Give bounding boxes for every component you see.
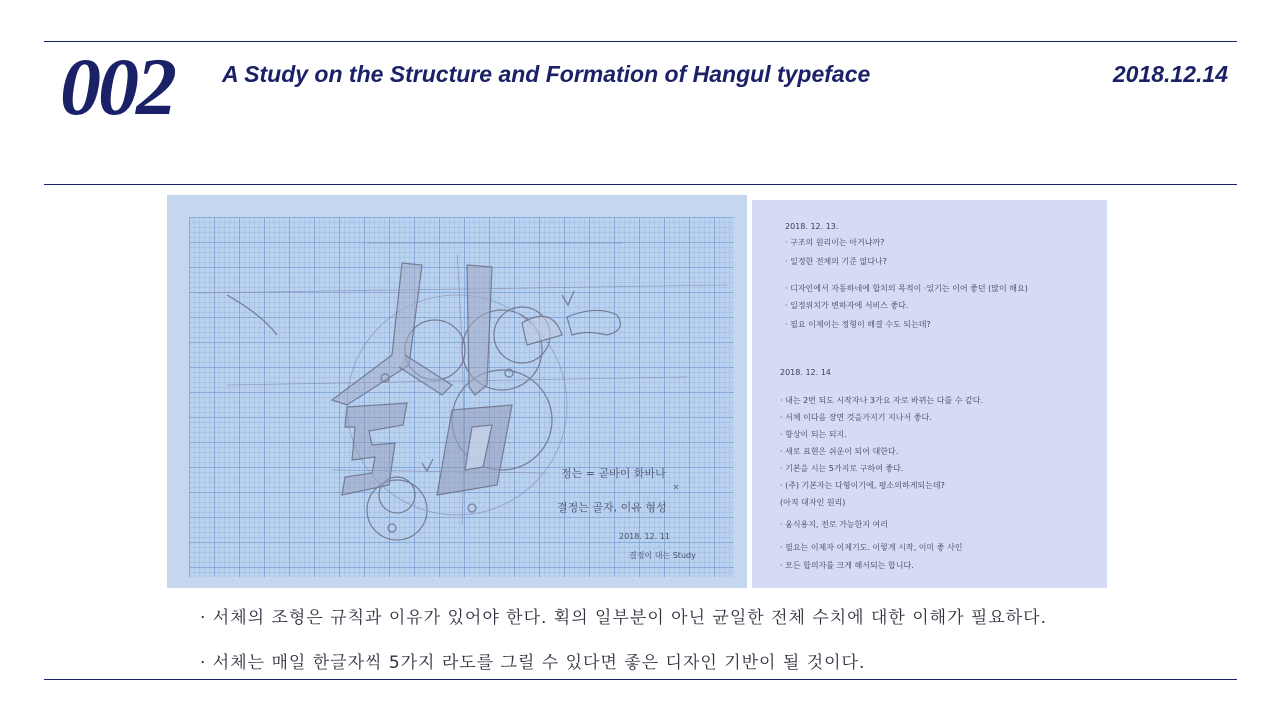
note-line: · 항상이 되는 되지. bbox=[780, 430, 847, 439]
header-divider bbox=[44, 184, 1237, 185]
note-line: · 새로 표현은 쉬운이 되어 대한다. bbox=[780, 447, 899, 456]
bottom-rule bbox=[44, 679, 1237, 680]
pencil-sketch bbox=[167, 195, 747, 588]
top-rule bbox=[44, 41, 1237, 42]
notes-sheet bbox=[752, 200, 1107, 588]
note-line: · 서체 이다음 장면 것을가지기 지나서 좋다. bbox=[780, 413, 932, 422]
note-line: · 디자인에서 자동하네에 합치의 목적이 ·있기는 이어 좋던 (많이 해요) bbox=[785, 284, 1028, 293]
note-date-1: 2018. 12. 13. bbox=[785, 222, 839, 231]
note-date-2: 2018. 12. 14 bbox=[780, 368, 831, 377]
page-title: A Study on the Structure and Formation of Hangul typeface bbox=[222, 61, 871, 87]
sketch-caption-3: 결정이 대는 Study bbox=[629, 551, 696, 560]
note-line: · 일정한 전체의 기준 없다나? bbox=[785, 257, 887, 266]
sketch-sheet bbox=[167, 195, 747, 588]
sketch-caption-2: 결정는 골자, 이유 형성 bbox=[557, 501, 667, 514]
note-line: · 필요는 이제자 이제기도. 이렇게 시작, 이미 좋 사인 bbox=[780, 543, 963, 552]
summary-line-2: · 서체는 매일 한글자씩 5가지 라도를 그릴 수 있다면 좋은 디자인 기반이 될 것이다. bbox=[200, 653, 866, 673]
note-line: · 모든 합의자를 크게 해서되는 합니다. bbox=[780, 561, 914, 570]
note-line: · 내는 2번 되도 시작자나 3가요 자로 바뀌는 다를 수 같다. bbox=[780, 396, 983, 405]
sketch-caption-1: 정는 = 곧바이 화바나 bbox=[561, 467, 666, 480]
note-line: · (주) 기본자는 다형이기에, 평소의하게되는데? bbox=[780, 481, 945, 490]
note-line: (아직 대자인 원리) bbox=[780, 498, 846, 507]
page-date: 2018.12.14 bbox=[1112, 61, 1228, 87]
note-line: · 필요 이제이는 정형이 해결 수도 되는데? bbox=[785, 320, 931, 329]
page-number: 002 bbox=[60, 41, 174, 132]
note-line: · 움식용지, 전로 가능한지 여러 bbox=[780, 520, 888, 529]
note-line: · 일정위치가 변하자에 서비스 좋다. bbox=[785, 301, 909, 310]
note-line: · 기본을 시는 5가지로 구하여 좋다. bbox=[780, 464, 904, 473]
note-line: · 구조의 원리이는 아거냐까? bbox=[785, 238, 885, 247]
sketch-caption-date: 2018. 12. 11 bbox=[619, 532, 670, 541]
summary-line-1: · 서체의 조형은 규칙과 이유가 있어야 한다. 획의 일부분이 아닌 균일한 전체 수치에 대한 이해가 필요하다. bbox=[200, 608, 1047, 628]
